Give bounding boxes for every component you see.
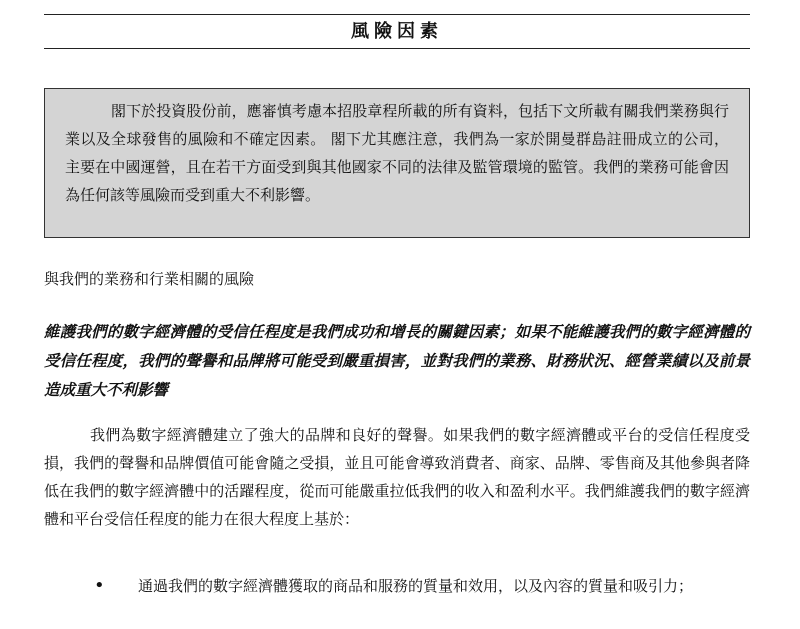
body-paragraph: 我們為數字經濟體建立了強大的品牌和良好的聲譽。如果我們的數字經濟體或平台的受信任程度受損，我們的聲譽和品牌價值可能會隨之受損，並且可能會導致消費者、商家、品牌、零售商及其他參與者降低在我們的數字經濟體中的活躍程度，從而可能嚴重拉低我們的收入和盈利水平。我們維護我們的數字經濟體和平台受信任程度的能力在很大程度上基於：: [44, 426, 750, 528]
risk-category-heading: 與我們的業務和行業相關的風險: [44, 270, 255, 288]
notice-text: 閣下於投資股份前，應審慎考慮本招股章程所載的所有資料，包括下文所載有關我們業務與行業以及全球發售的風險和不確定因素。 閣下尤其應注意，我們為一家於開曼群島註冊成立的公司，主要在中國運營，且在若干方面受到與其他國家不同的法律及監管環境的監管。我們的業務可能會因為任何該等風險而受到重大不利影響。: [65, 102, 729, 204]
notice-box: [44, 88, 750, 238]
header-top-rule: [44, 14, 750, 15]
bullet-icon: •: [94, 575, 105, 596]
bullet-text: 通過我們的數字經濟體獲取的商品和服務的質量和效用，以及內容的質量和吸引力；: [138, 577, 694, 595]
risk-factor-heading: 維護我們的數字經濟體的受信任程度是我們成功和增長的關鍵因素；如果不能維護我們的數字經濟體的受信任程度，我們的聲譽和品牌將可能受到嚴重損害，並對我們的業務、財務狀況、經營業績以及前景造成重大不利影響: [44, 323, 750, 399]
section-title: 風險因素: [351, 21, 443, 42]
header-bottom-rule: [44, 48, 750, 49]
bullet-item: [94, 572, 750, 600]
